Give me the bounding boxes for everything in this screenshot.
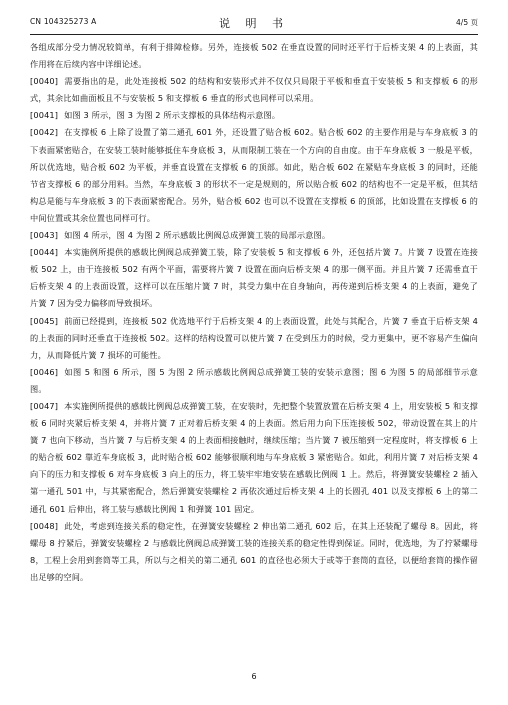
paragraph bbox=[30, 227, 478, 244]
page-header bbox=[30, 15, 478, 31]
paragraph-text: 此处，考虑到连接关系的稳定性，在弹簧安装螺栓 2 伸出第二通孔 602 后，在其上还装配了螺母 8。因此，将螺母 8 拧紧后，弹簧安装螺栓 2 与感载比例阀总成弹簧工装的连接关系的稳定性得到保证。同时，优选地，为了拧紧螺母 8，工程上会用到套筒等工具，所以与之相关的第二通孔 601 的直径也必须大于或等于套筒的直径，以便给套筒的操作留出足够的空间。 bbox=[30, 520, 478, 582]
paragraph-text: 本实施例所提供的感载比例阀总成弹簧工装，除了安装板 5 和支撑板 6 外，还包括片簧 7。片簧 7 设置在连接板 502 上，由于连接板 502 有两个平面，需要将片簧 7 设置在面向后桥支架 4 的那一侧平面。并且片簧 7 还需垂直于后桥支架 4 的上表面设置，这样可以在压缩片簧 7 时，其受力集中在自身轴向，再传递到后桥支架 4 的上表面，避免了片簧 7 因为受力偏移而导致损坏。 bbox=[30, 247, 478, 309]
page-title: 说 明 书 bbox=[219, 17, 289, 30]
paragraph-text: 如图 3 所示，图 3 为图 2 所示支撑板的具体结构示意图。 bbox=[64, 110, 281, 121]
document-number: CN 104325273 A bbox=[30, 17, 97, 26]
paragraph-text: 本实施例所提供的感载比例阀总成弹簧工装，在安装时，先把整个装置放置在后桥支架 4 上，用安装板 5 和支撑板 6 同时夹紧后桥支架 4，并将片簧 7 正对着后桥支架 4 的上表面。然后用力向下压连接板 502，带动设置在其上的片簧 7 也向下移动，当片簧 7 与后桥支架 4 的上表面相接触时，继续压缩；当片簧 7 被压缩到一定程度时，将支撑板 6 上的贴合板 602 靠近车身底板 3，此时贴合板 602 能够很顺利地与车身底板 3 紧密贴合。如此，利用片簧 7 对后桥支架 4 向下的压力和支撑板 6 对车身底板 3 向上的压力，将工装牢牢地安装在感载比例阀 1 上。然后，将弹簧安装螺栓 2 插入第一通孔 501 中，与其紧密配合，然后弹簧安装螺栓 2 再依次通过后桥支架 4 上的长圆孔 401 以及支撑板 6 上的第二通孔 601 后伸出，将工装与感载比例阀 1 和弹簧 101 固定。 bbox=[30, 400, 478, 514]
paragraph bbox=[30, 518, 478, 586]
paragraph-number: [0041] bbox=[30, 110, 59, 121]
paragraph bbox=[30, 124, 478, 227]
paragraph-number: [0046] bbox=[30, 366, 59, 377]
document-body bbox=[30, 39, 478, 586]
paragraph bbox=[30, 39, 478, 73]
paragraph-number: [0043] bbox=[30, 230, 59, 241]
paragraph-text: 在支撑板 6 上除了设置了第二通孔 601 外，还设置了贴合板 602。贴合板 602 的主要作用是与车身底板 3 的下表面紧密贴合，在安装工装时能够抵住车身底板 3，从而限制工装在一个方向的自由度。由于车身底板 3 一般是平板，所以优选地，贴合板 602 为平板，并垂直设置在支撑板 6 的顶部。如此，贴合板 602 在紧贴车身底板 3 的同时，还能节省支撑板 6 的部分用料。当然，车身底板 3 的形状不一定是规则的，所以贴合板 602 的结构也不一定是平板，但其结构总是能与车身底板 3 的下表面紧密配合。另外，贴合板 602 也可以不设置在支撑板 6 的顶部，比如设置在支撑板 6 的中间位置或其余位置也同样可行。 bbox=[30, 127, 478, 223]
paragraph-number: [0044] bbox=[30, 247, 59, 258]
paragraph-text: 各组成部分受力情况较简单，有利于排障检修。另外，连接板 502 在垂直设置的同时还平行于后桥支架 4 的上表面，其作用将在后续内容中详细论述。 bbox=[30, 42, 478, 70]
paragraph-text: 需要指出的是，此处连接板 502 的结构和安装形式并不仅仅只局限于平板和垂直于安装板 5 和支撑板 6 的形式，其余比如曲面板且不与安装板 5 和支撑板 6 垂直的形式也同样可以采用。 bbox=[30, 76, 478, 104]
paragraph-number: [0047] bbox=[30, 400, 59, 411]
paragraph-text: 如图 5 和图 6 所示，图 5 为图 2 所示感载比例阀总成弹簧工装的安装示意图；图 6 为图 5 的局部细节示意图。 bbox=[30, 366, 478, 394]
paragraph-number: [0042] bbox=[30, 127, 59, 138]
paragraph-text: 如图 4 所示，图 4 为图 2 所示感载比例阀总成弹簧工装的局部示意图。 bbox=[64, 230, 331, 241]
paragraph-number: [0048] bbox=[30, 520, 59, 531]
paragraph-text: 前面已经提到，连接板 502 优选地平行于后桥支架 4 的上表面设置，此处与其配合，片簧 7 垂直于后桥支架 4 的上表面的同时还垂直于连接板 502。这样的结构设置可以使片簧 7 在受到压力的时候，受力更集中，更不容易产生偏向力，从而降低片簧 7 损坏的可能性。 bbox=[30, 315, 478, 360]
paragraph bbox=[30, 244, 478, 312]
header-divider bbox=[30, 34, 478, 35]
paragraph-number: [0045] bbox=[30, 315, 59, 326]
page-number: 6 bbox=[251, 672, 257, 681]
paragraph bbox=[30, 398, 478, 518]
page-count: 4/5 页 bbox=[456, 18, 478, 27]
paragraph-number: [0040] bbox=[30, 76, 59, 87]
paragraph bbox=[30, 107, 478, 124]
paragraph bbox=[30, 73, 478, 107]
paragraph bbox=[30, 364, 478, 398]
paragraph bbox=[30, 313, 478, 364]
